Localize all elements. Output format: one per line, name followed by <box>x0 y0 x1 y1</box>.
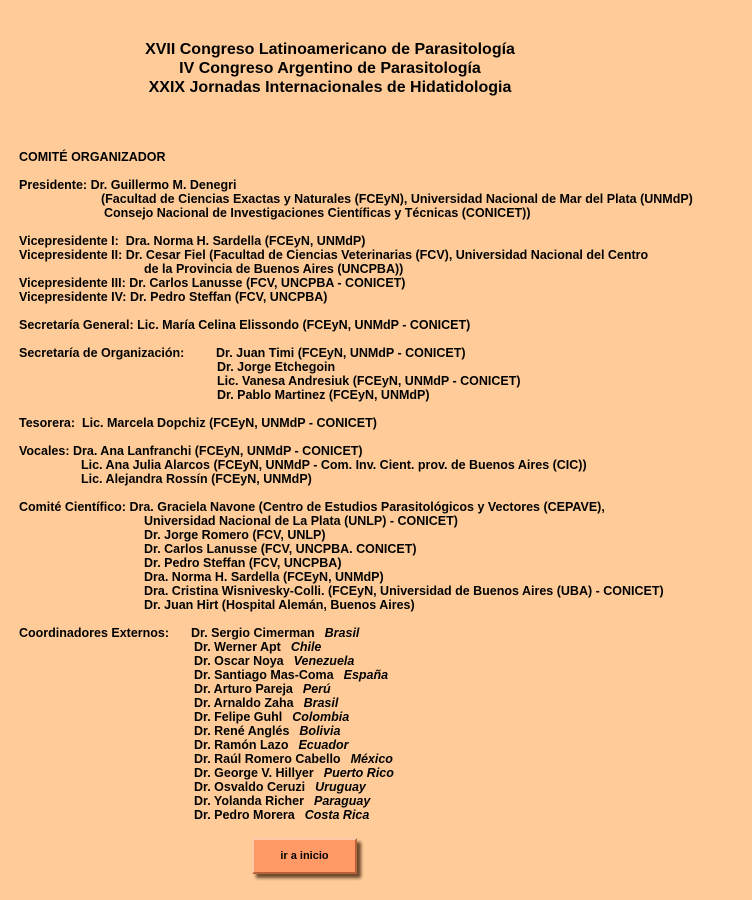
scientific-member: Dr. Pedro Steffan (FCV, UNCPBA) <box>144 556 342 570</box>
vicepresident-label: Vicepresidente I: <box>19 234 119 248</box>
external-row <box>19 794 752 808</box>
scientific-member: Dra. Graciela Navone (Centro de Estudios Parasitológicos y Vectores (CEPAVE), <box>129 500 605 514</box>
external-member <box>194 724 340 738</box>
external-member-country: México <box>350 752 393 766</box>
external-member-name: Dr. Yolanda Richer <box>194 794 304 808</box>
vicepresident-name: Dr. Pedro Steffan (FCV, UNCPBA) <box>129 290 328 304</box>
external-member <box>194 780 366 794</box>
external-member-country: Ecuador <box>298 738 349 752</box>
external-member-country: Costa Rica <box>304 808 370 822</box>
vicepresident-2 <box>19 248 752 262</box>
secretary-org-row <box>19 346 752 360</box>
scientific-row <box>19 500 752 514</box>
external-member <box>194 654 354 668</box>
title-line-3: XXIX Jornadas Internacionales de Hidatidologia <box>148 79 512 96</box>
external-member-name: Dr. Santiago Mas-Coma <box>194 668 334 682</box>
vicepresident-3 <box>19 276 752 290</box>
external-member-country: Venezuela <box>293 654 355 668</box>
scientific-member: Dr. Juan Hirt (Hospital Alemán, Buenos Aires) <box>144 598 415 612</box>
vocal-member: Lic. Ana Julia Alarcos (FCEyN, UNMdP - Com. Inv. Cient. prov. de Buenos Aires (CIC)) <box>81 458 587 472</box>
president-affiliation-2: Consejo Nacional de Investigaciones Científicas y Técnicas (CONICET)) <box>104 206 531 220</box>
treasurer-label: Tesorera: <box>19 416 76 430</box>
external-member <box>194 808 369 822</box>
external-row <box>19 724 752 738</box>
vocal-member: Dra. Ana Lanfranchi (FCEyN, UNMdP - CONICET) <box>72 444 363 458</box>
secretary-org-member: Dr. Pablo Martinez (FCEyN, UNMdP) <box>217 388 430 402</box>
external-row <box>19 682 752 696</box>
scientific-member: Dra. Norma H. Sardella (FCEyN, UNMdP) <box>144 570 384 584</box>
external-row <box>19 668 752 682</box>
external-member-name: Dr. Pedro Morera <box>194 808 295 822</box>
scientific-member: Dr. Carlos Lanusse (FCV, UNCPBA. CONICET) <box>144 542 417 556</box>
external-member-country: Bolivia <box>299 724 341 738</box>
committee-heading: COMITÉ ORGANIZADOR <box>19 150 166 164</box>
external-member <box>194 668 388 682</box>
external-member-country: Brasil <box>324 626 360 640</box>
vocales-row <box>19 444 752 458</box>
president-affiliation-1: (Facultad de Ciencias Exactas y Naturales (FCEyN), Universidad Nacional de Mar del Plata (UNMdP) <box>101 192 693 206</box>
external-member <box>194 794 370 808</box>
external-row <box>19 752 752 766</box>
external-member-name: Dr. Werner Apt <box>194 640 281 654</box>
scientific-member: Universidad Nacional de La Plata (UNLP) - CONICET) <box>144 514 458 528</box>
external-member-country: Uruguay <box>315 780 366 794</box>
external-member-country: Puerto Rico <box>323 766 394 780</box>
scientific-label: Comité Científico: <box>19 500 126 514</box>
vicepresident-name: Dra. Norma H. Sardella (FCEyN, UNMdP) <box>125 234 366 248</box>
external-row <box>19 780 752 794</box>
external-member <box>194 766 394 780</box>
external-member-country: Chile <box>290 640 322 654</box>
external-member-country: Paraguay <box>314 794 371 808</box>
external-member <box>194 682 331 696</box>
president-label: Presidente: <box>19 178 88 192</box>
secretary-org-label: Secretaría de Organización: <box>19 346 185 360</box>
external-member-country: Brasil <box>303 696 339 710</box>
vicepresident-4 <box>19 290 752 304</box>
vocal-member: Lic. Alejandra Rossín (FCEyN, UNMdP) <box>81 472 312 486</box>
treasurer-row <box>19 416 752 430</box>
external-row <box>19 626 752 640</box>
secretary-general-row <box>19 318 752 332</box>
external-member-name: Dr. René Anglés <box>194 724 290 738</box>
external-member-name: Dr. Arturo Pareja <box>194 682 293 696</box>
secretary-general-label: Secretaría General: <box>19 318 134 332</box>
vicepresident-label: Vicepresidente III: <box>19 276 126 290</box>
president-name: Dr. Guillermo M. Denegri <box>90 178 237 192</box>
vicepresident-1 <box>19 234 752 248</box>
external-row <box>19 696 752 710</box>
vicepresident-label: Vicepresidente II: <box>19 248 123 262</box>
secretary-org-member: Dr. Jorge Etchegoin <box>217 360 336 374</box>
external-member-country: Colombia <box>292 710 350 724</box>
vicepresident-label: Vicepresidente IV: <box>19 290 127 304</box>
external-member-name: Dr. Osvaldo Ceruzi <box>194 780 306 794</box>
vicepresident-name: Dr. Carlos Lanusse (FCV, UNCPBA - CONICET) <box>129 276 406 290</box>
vicepresident-2-continuation: de la Provincia de Buenos Aires (UNCPBA)) <box>144 262 404 276</box>
external-member <box>194 710 349 724</box>
external-member-name: Dr. Arnaldo Zaha <box>194 696 294 710</box>
president-row <box>19 178 752 192</box>
external-member-name: Dr. George V. Hillyer <box>194 766 314 780</box>
committee-content <box>19 150 752 822</box>
external-member-name: Dr. Felipe Guhl <box>194 710 283 724</box>
external-member <box>191 626 359 640</box>
treasurer-name: Lic. Marcela Dopchiz (FCEyN, UNMdP - CONICET) <box>82 416 377 430</box>
title-line-2: IV Congreso Argentino de Parasitología <box>179 60 481 77</box>
vicepresident-name: Dr. Cesar Fiel (Facultad de Ciencias Veterinarias (FCV), Universidad Nacional del Centro <box>125 248 649 262</box>
external-member-name: Dr. Oscar Noya <box>194 654 284 668</box>
external-row <box>19 640 752 654</box>
external-member <box>194 738 348 752</box>
page-header <box>100 40 560 97</box>
title-line-1: XVII Congreso Latinoamericano de Parasitología <box>145 41 515 58</box>
external-member-name: Dr. Sergio Cimerman <box>191 626 315 640</box>
home-button[interactable]: ir a inicio <box>252 838 357 874</box>
external-row <box>19 654 752 668</box>
secretary-org-member: Lic. Vanesa Andresiuk (FCEyN, UNMdP - CONICET) <box>217 374 521 388</box>
vocales-label: Vocales: <box>19 444 70 458</box>
external-member-country: España <box>343 668 389 682</box>
external-member <box>194 696 338 710</box>
secretary-org-member: Dr. Juan Timi (FCEyN, UNMdP - CONICET) <box>216 346 466 360</box>
external-member <box>194 752 393 766</box>
external-row <box>19 766 752 780</box>
external-member-name: Dr. Ramón Lazo <box>194 738 289 752</box>
external-row <box>19 738 752 752</box>
scientific-member: Dr. Jorge Romero (FCV, UNLP) <box>144 528 326 542</box>
external-member <box>194 640 321 654</box>
scientific-member: Dra. Cristina Wisnivesky-Colli. (FCEyN, Universidad de Buenos Aires (UBA) - CONICET) <box>144 584 664 598</box>
external-row <box>19 710 752 724</box>
external-label: Coordinadores Externos: <box>19 626 170 640</box>
external-row <box>19 808 752 822</box>
external-member-country: Perú <box>302 682 331 696</box>
secretary-general-name: Lic. María Celina Elissondo (FCEyN, UNMdP - CONICET) <box>137 318 471 332</box>
external-member-name: Dr. Raúl Romero Cabello <box>194 752 341 766</box>
